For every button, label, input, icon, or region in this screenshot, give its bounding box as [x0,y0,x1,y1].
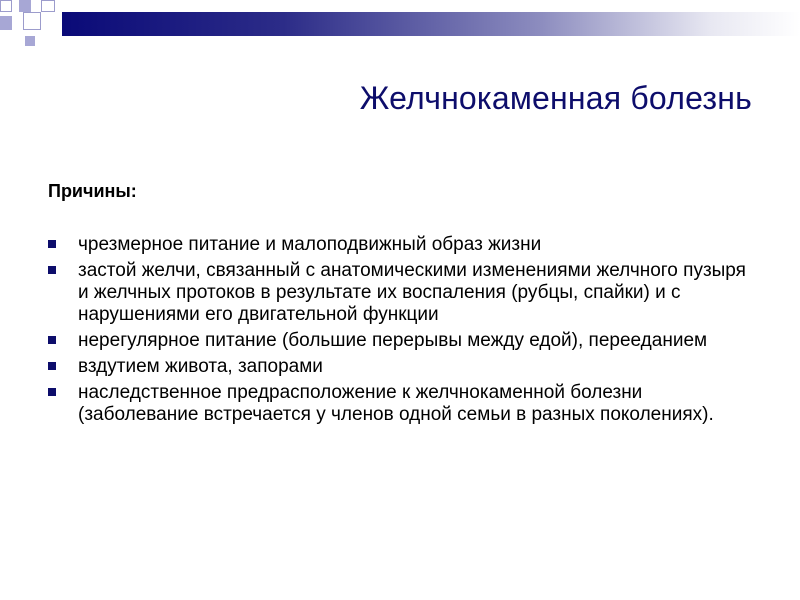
square-bullet-icon [48,336,56,344]
list-item [48,382,760,426]
section-heading: Причины: [48,181,137,201]
list-item-text: вздутием живота, запорами [78,356,323,377]
decor-square-top-center [19,0,31,12]
causes-list [48,234,760,430]
slide-title: Желчнокаменная болезнь [359,80,752,116]
decor-square-top-right [41,0,55,12]
list-item-text: застой желчи, связанный с анатомическими изменениями желчного пузыря и желчных протоков в результате их воспаления (рубцы, спайки) и с нарушениями его двигательной функции [78,260,746,325]
list-item [48,260,760,326]
list-item-text: чрезмерное питание и малоподвижный образ жизни [78,234,542,255]
list-item [48,330,760,352]
square-bullet-icon [48,240,56,248]
square-bullet-icon [48,266,56,274]
list-item [48,356,760,378]
list-item-text: нерегулярное питание (большие перерывы между едой), перееданием [78,330,708,351]
list-item-text: наследственное предрасположение к желчнокаменной болезни (заболевание встречается у членов одной семьи в разных поколениях). [78,382,714,425]
decor-square-bottom [25,36,35,46]
header-gradient-band [62,12,800,36]
list-item [48,234,760,256]
decor-square-mid-left [0,16,12,30]
square-bullet-icon [48,388,56,396]
square-bullet-icon [48,362,56,370]
decor-square-mid-center [23,12,41,30]
decor-square-top-left [0,0,12,12]
